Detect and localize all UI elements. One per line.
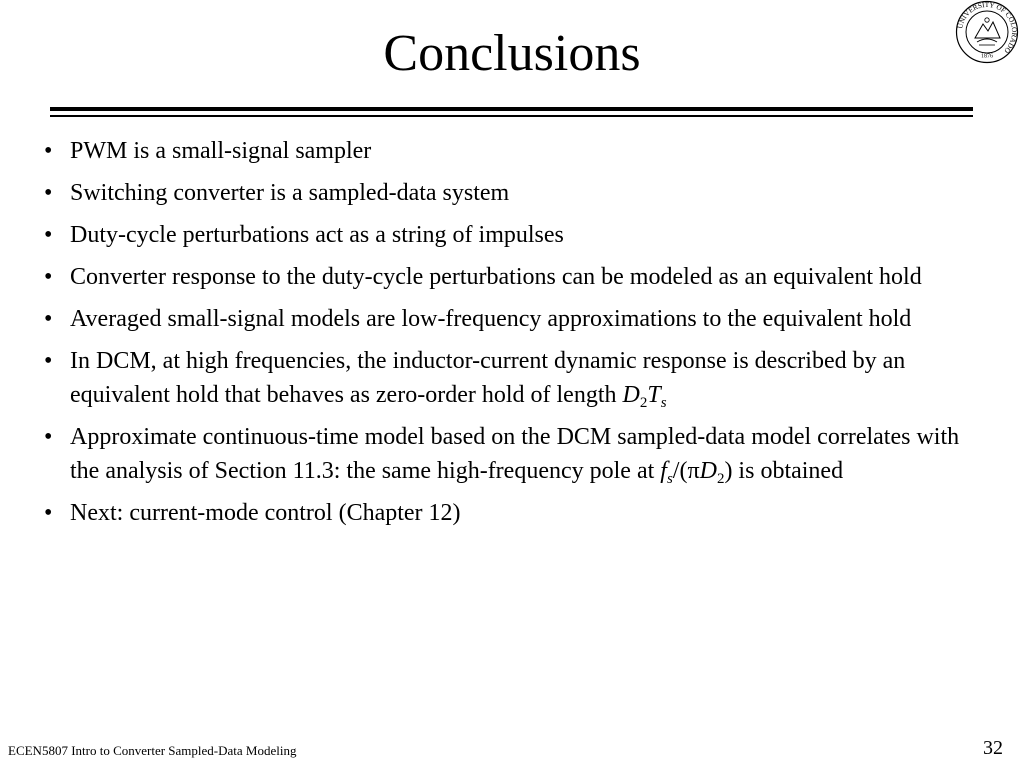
math-D: D [699, 458, 717, 484]
bullet-glyph: • [44, 264, 53, 290]
bullet-item [44, 260, 974, 294]
bullet-text: PWM is a small-signal sampler [70, 138, 372, 164]
bullet-text: Duty-cycle perturbations act as a string of impulses [70, 222, 564, 248]
math-D: D [622, 382, 640, 408]
footer-course-title: ECEN5807 Intro to Converter Sampled-Data Modeling [8, 743, 297, 758]
math-f-subscript: s [666, 471, 673, 487]
math-tail: ) is obtained [724, 458, 844, 484]
bullet-item [44, 218, 974, 252]
math-T: T [647, 382, 661, 408]
svg-text:UNIVERSITY OF COLORADO [956, 1, 1018, 55]
math-f: f [660, 458, 667, 484]
bullet-item [44, 176, 974, 210]
bullet-item [44, 134, 974, 168]
bullet-glyph: • [44, 424, 53, 450]
slide-title: Conclusions [383, 25, 641, 82]
bullet-glyph: • [44, 348, 53, 374]
math-T-subscript: s [660, 395, 667, 411]
bullet-text: In DCM, at high frequencies, the inductor-current dynamic response is described by an equivalent hold that behaves as zero-order hold of length [70, 348, 906, 408]
bullet-text: Converter response to the duty-cycle perturbations can be modeled as an equivalent hold [70, 264, 922, 290]
bullet-text: Approximate continuous-time model based on the DCM sampled-data model correlates with the analysis of Section 11.3: the same high-frequency pole at [70, 424, 960, 484]
bullet-item [44, 420, 974, 488]
math-D-subscript: 2 [716, 471, 725, 487]
title-divider-thin [50, 115, 973, 117]
seal-ring-text: UNIVERSITY OF COLORADO [956, 0, 1019, 55]
bullet-glyph: • [44, 222, 53, 248]
bullet-glyph: • [44, 138, 53, 164]
title-divider-thick [50, 107, 973, 111]
bullet-item [44, 344, 974, 412]
bullet-glyph: • [44, 306, 53, 332]
bullet-item [44, 302, 974, 336]
bullet-text: Next: current-mode control (Chapter 12) [70, 500, 461, 526]
university-seal-logo [955, 0, 1019, 64]
math-pi: π [687, 458, 700, 484]
page-number: 32 [983, 737, 1003, 759]
bullet-text: Averaged small-signal models are low-frequency approximations to the equivalent hold [70, 306, 912, 332]
seal-year: 1876 [981, 53, 993, 60]
bullet-list [44, 134, 974, 538]
bullet-glyph: • [44, 500, 53, 526]
math-D-subscript: 2 [639, 395, 648, 411]
bullet-glyph: • [44, 180, 53, 206]
bullet-item [44, 496, 974, 530]
bullet-text: Switching converter is a sampled-data system [70, 180, 510, 206]
math-separator: /( [672, 458, 688, 484]
